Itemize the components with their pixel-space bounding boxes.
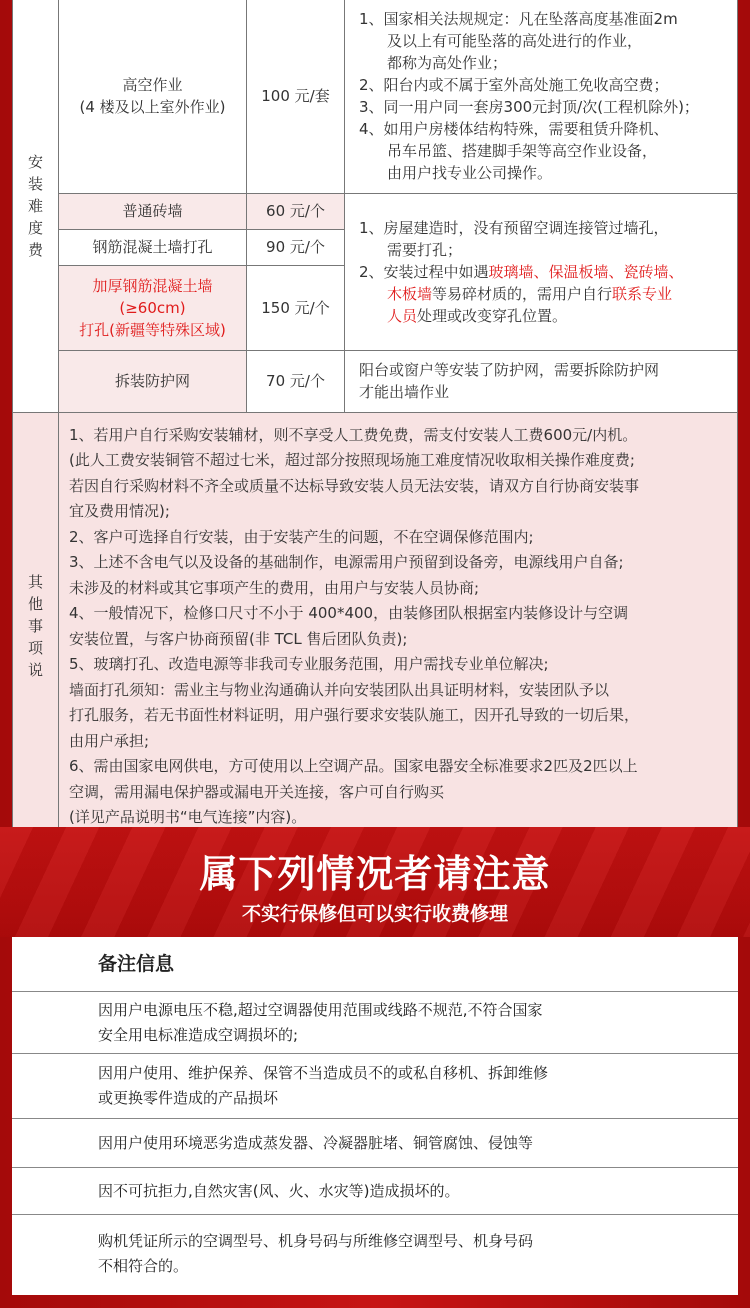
banner-title: 属下列情况者请注意 — [199, 852, 551, 896]
item-brick: 普通砖墙 — [59, 193, 247, 229]
note-line: (此人工费安装铜管不超过七米，超过部分按照现场施工难度情况收取相关操作难度费; — [69, 451, 635, 469]
price-guard-net: 70 元/个 — [247, 350, 345, 412]
note-line: 未涉及的材料或其它事项产生的费用，由用户与安装人员协商; — [69, 578, 480, 597]
price-thick-concrete: 150 元/个 — [247, 265, 345, 350]
list-item — [12, 1168, 738, 1215]
item-concrete: 钢筋混凝土墙打孔 — [59, 229, 247, 265]
note-line: 1、若用户自行采购安装辅材，则不享受人工费免费，需支付安装人工费600元/内机。 — [69, 425, 638, 444]
note-text: 不相符合的。 — [98, 1257, 189, 1275]
list-item — [12, 1054, 738, 1119]
desc-line: 2、阳台内或不属于室外高处施工免收高空费； — [359, 76, 669, 95]
list-item — [12, 1215, 738, 1293]
table-row — [13, 193, 738, 229]
note-line: (详见产品说明书“电气连接”内容)。 — [69, 808, 307, 826]
note-text: 因用户电源电压不稳,超过空调器使用范围或线路不规范,不符合国家 — [98, 1000, 543, 1019]
item-label: 高空作业 — [122, 76, 183, 95]
list-item — [12, 1119, 738, 1168]
note-line: 墙面打孔须知：需业主与物业沟通确认并向安装团队出具证明材料，安装团队予以 — [69, 680, 610, 699]
desc-line: 需要打孔； — [387, 240, 463, 259]
price-brick: 60 元/个 — [247, 193, 345, 229]
desc-text: 等易碎材质的，需用户自行 — [432, 284, 613, 303]
list-item — [12, 992, 738, 1054]
desc-line — [359, 305, 727, 327]
desc-wall — [345, 193, 738, 350]
desc-line: 1、国家相关法规规定：凡在坠落高度基准面2m — [359, 10, 678, 29]
note-line: 安装位置，与客户协商预留(非 TCL 售后团队负责); — [69, 629, 408, 648]
item-guard-net: 拆装防护网 — [59, 350, 247, 412]
note-text: 因用户使用、维护保养、保管不当造成员不的或私自移机、拆卸维修 — [98, 1064, 549, 1082]
desc-line — [359, 283, 727, 305]
notes-heading: 备注信息 — [12, 937, 738, 992]
note-text: 因用户使用环境恶劣造成蒸发器、冷凝器脏堵、铜管腐蚀、侵蚀等 — [98, 1133, 534, 1152]
banner-subtitle: 不实行保修但可以实行收费修理 — [241, 903, 508, 925]
note-line: 空调，需用漏电保护器或漏电开关连接，客户可自行购买 — [69, 782, 445, 801]
desc-highlight: 木板墙 — [387, 284, 433, 303]
desc-line: 及以上有可能坠落的高处进行的作业， — [387, 32, 643, 51]
desc-highlight: 玻璃墙、保温板墙、瓷砖墙、 — [488, 262, 684, 281]
desc-line — [359, 261, 727, 283]
note-line: 3、上述不含电气以及设备的基础制作，电源需用户预留到设备旁，电源线用户自备; — [69, 553, 624, 571]
table-row — [13, 0, 738, 193]
item-thick-concrete — [59, 265, 247, 350]
fee-table-panel — [12, 0, 738, 827]
desc-text: 处理或改变穿孔位置。 — [417, 306, 568, 325]
price-concrete: 90 元/个 — [247, 229, 345, 265]
desc-highlight: 联系专业 — [612, 284, 673, 303]
desc-line: 才能出墙作业 — [359, 383, 450, 401]
item-sublabel: (4 楼及以上室外作业) — [79, 98, 226, 117]
item-high-altitude — [59, 0, 247, 193]
section-install-difficulty — [13, 0, 59, 412]
section-other-notes — [13, 412, 59, 839]
note-line: 2、客户可选择自行安装，由于安装产生的问题，不在空调保修范围内; — [69, 527, 534, 546]
desc-line: 都称为高处作业； — [387, 54, 508, 73]
note-line: 由用户承担; — [69, 731, 150, 750]
note-text: 或更换零件造成的产品损坏 — [98, 1089, 279, 1107]
item-sublabel: (≥60cm) — [119, 298, 186, 317]
price-high-altitude: 100 元/套 — [247, 0, 345, 193]
note-line: 5、玻璃打孔、改造电源等非我司专业服务范围，用户需找专业单位解决; — [69, 655, 549, 673]
desc-line: 由用户找专业公司操作。 — [387, 164, 553, 183]
desc-line: 1、房屋建造时，没有预留空调连接管过墙孔， — [359, 218, 669, 237]
note-line: 6、需由国家电网供电，方可使用以上空调产品。国家电器安全标准要求2匹及2匹以上 — [69, 757, 638, 775]
note-line: 宜及费用情况); — [69, 502, 170, 520]
note-line: 打孔服务，若无书面性材料证明，用户强行要求安装队施工，因开孔导致的一切后果， — [69, 706, 640, 724]
desc-guard-net — [345, 350, 738, 412]
note-line: 若因自行采购材料不齐全或质量不达标导致安装人员无法安装，请双方自行协商安装事 — [69, 476, 640, 495]
note-text: 购机凭证所示的空调型号、机身号码与所维修空调型号、机身号码 — [98, 1232, 534, 1250]
section-label: 其他事项说 — [27, 572, 43, 679]
table-row — [13, 350, 738, 412]
desc-high-altitude — [345, 0, 738, 193]
table-row — [13, 412, 738, 839]
notice-banner — [0, 827, 750, 937]
desc-highlight: 人员 — [387, 306, 418, 325]
note-text: 因不可抗拒力,自然灾害(风、火、水灾等)造成损坏的。 — [98, 1181, 460, 1200]
note-line: 4、一般情况下，检修口尺寸不小于 400*400，由装修团队根据室内装修设计与空调 — [69, 604, 629, 622]
desc-line: 吊车吊篮、搭建脚手架等高空作业设备， — [387, 142, 658, 161]
desc-line: 阳台或窗户等安装了防护网，需要拆除防护网 — [359, 361, 660, 379]
section-label: 安装难度费 — [27, 152, 43, 259]
fee-table — [12, 0, 738, 840]
other-notes-content — [59, 412, 738, 839]
note-text: 安全用电标准造成空调损坏的; — [98, 1025, 299, 1044]
desc-line: 4、如用户房楼体结构特殊，需要租赁升降机、 — [359, 120, 669, 139]
item-label: 加厚钢筋混凝土墙 — [92, 276, 213, 295]
notes-panel — [12, 937, 738, 1295]
desc-line: 3、同一用户同一套房300元封顶/次(工程机除外)； — [359, 98, 699, 117]
desc-text: 2、安装过程中如遇 — [359, 262, 489, 281]
item-sublabel: 打孔(新疆等特殊区域) — [79, 320, 226, 339]
